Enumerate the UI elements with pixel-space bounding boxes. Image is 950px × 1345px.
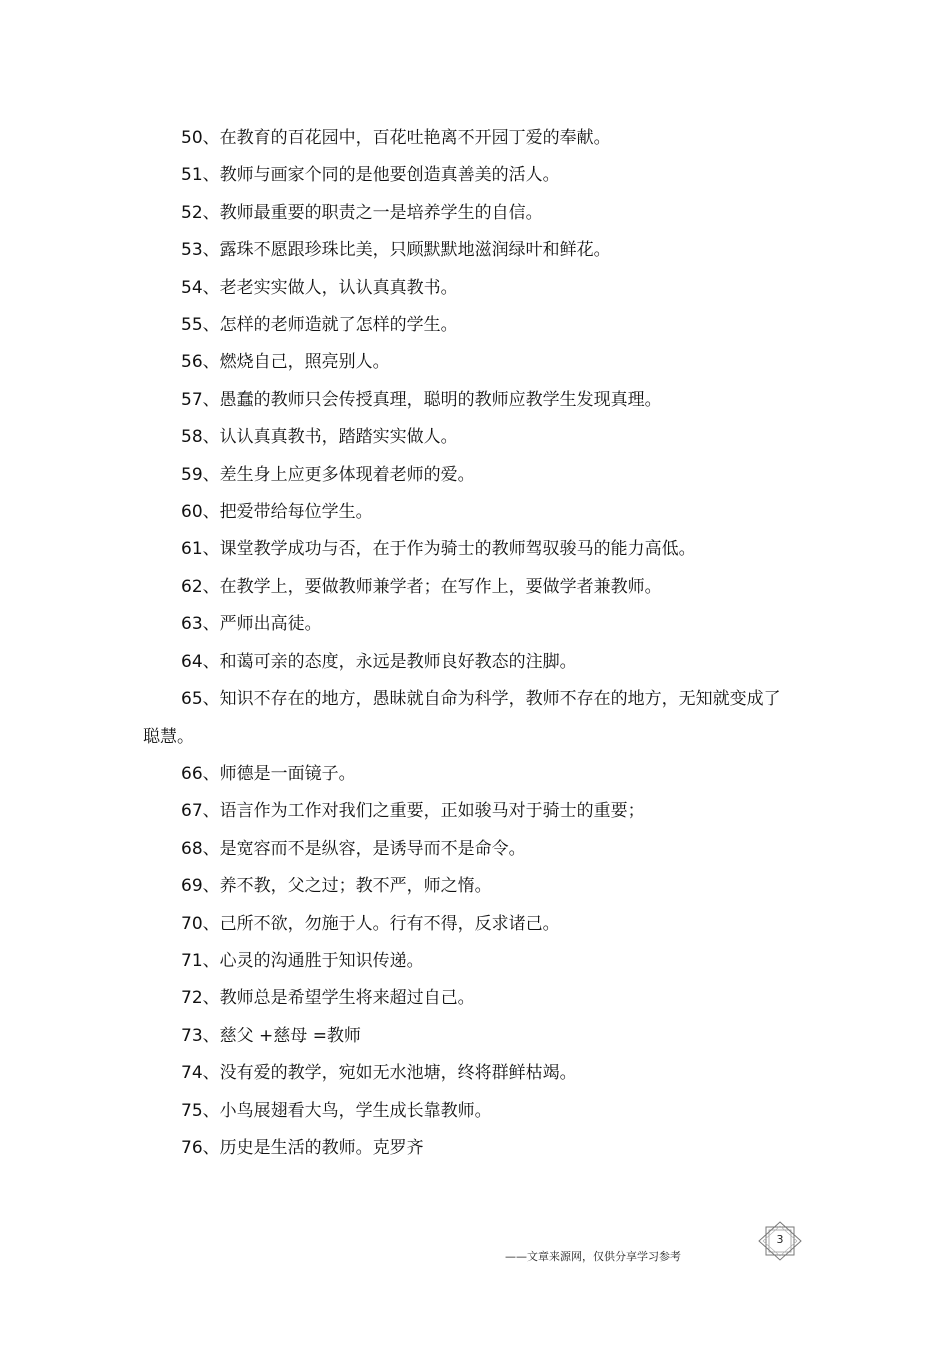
page-number: 3 bbox=[776, 1233, 784, 1246]
quote-number: 65 bbox=[181, 689, 203, 710]
quote-separator: 、 bbox=[202, 315, 220, 336]
quote-separator: 、 bbox=[202, 502, 220, 523]
quote-separator: 、 bbox=[202, 128, 220, 148]
footer-source-note: ——文章来源网，仅供分享学习参考 bbox=[505, 1250, 681, 1263]
quote-separator: 、 bbox=[202, 763, 220, 784]
quote-item bbox=[143, 1018, 783, 1055]
quote-number: 62 bbox=[181, 576, 203, 597]
quote-item bbox=[143, 419, 783, 456]
quote-number: 52 bbox=[181, 202, 203, 223]
quote-separator: 、 bbox=[202, 614, 220, 635]
quote-separator: 、 bbox=[202, 464, 220, 485]
quote-item bbox=[143, 644, 783, 681]
quote-text: 教师与画家个同的是他要创造真善美的活人。 bbox=[219, 165, 560, 186]
quote-text: 慈父 +慈母 =教师 bbox=[219, 1025, 361, 1046]
quote-text: 老老实实做人，认认真真教书。 bbox=[219, 277, 458, 298]
quote-number: 67 bbox=[181, 801, 203, 822]
quote-item bbox=[143, 344, 783, 381]
quote-number: 66 bbox=[181, 763, 203, 784]
quote-text: 露珠不愿跟珍珠比美，只顾默默地滋润绿叶和鲜花。 bbox=[219, 240, 611, 261]
quote-number: 61 bbox=[181, 539, 203, 560]
quote-separator: 、 bbox=[202, 240, 220, 261]
quote-number: 58 bbox=[181, 427, 203, 448]
quote-separator: 、 bbox=[202, 689, 220, 710]
quote-separator: 、 bbox=[202, 838, 220, 859]
quote-separator: 、 bbox=[202, 913, 220, 934]
quote-item bbox=[143, 157, 783, 194]
quote-number: 60 bbox=[181, 502, 203, 523]
quote-text: 师德是一面镜子。 bbox=[219, 763, 356, 784]
quote-text: 心灵的沟通胜于知识传递。 bbox=[219, 950, 424, 971]
quote-separator: 、 bbox=[202, 202, 220, 223]
quote-item bbox=[143, 270, 783, 307]
quote-item bbox=[143, 980, 783, 1017]
quote-number: 64 bbox=[181, 651, 203, 672]
quote-item bbox=[143, 831, 783, 868]
page-number-badge bbox=[757, 1221, 803, 1261]
quote-item bbox=[143, 681, 783, 756]
quote-item bbox=[143, 793, 783, 830]
quote-text: 把爱带给每位学生。 bbox=[219, 502, 373, 523]
quote-item bbox=[143, 307, 783, 344]
quote-item bbox=[143, 232, 783, 269]
quote-text: 课堂教学成功与否，在于作为骑士的教师驾驭骏马的能力高低。 bbox=[219, 539, 696, 560]
quote-text: 语言作为工作对我们之重要，正如骏马对于骑士的重要； bbox=[219, 801, 645, 822]
quote-item bbox=[143, 756, 783, 793]
quote-number: 70 bbox=[181, 913, 203, 934]
quote-number: 74 bbox=[181, 1063, 203, 1084]
quote-number: 69 bbox=[181, 876, 203, 897]
quote-separator: 、 bbox=[202, 1100, 220, 1121]
quote-text: 燃烧自己，照亮别人。 bbox=[219, 352, 390, 373]
quote-text: 是宽容而不是纵容，是诱导而不是命令。 bbox=[219, 838, 526, 859]
quote-item bbox=[143, 868, 783, 905]
quote-number: 68 bbox=[181, 838, 203, 859]
quote-number: 50 bbox=[181, 128, 203, 148]
quote-text: 教师最重要的职责之一是培养学生的自信。 bbox=[219, 202, 543, 223]
quote-text: 在教学上，要做教师兼学者；在写作上，要做学者兼教师。 bbox=[219, 576, 662, 597]
quote-text: 和蔼可亲的态度，永远是教师良好教态的注脚。 bbox=[219, 651, 577, 672]
quote-text: 没有爱的教学，宛如无水池塘，终将群鲜枯竭。 bbox=[219, 1063, 577, 1084]
quote-separator: 、 bbox=[202, 1063, 220, 1084]
quote-text: 愚蠢的教师只会传授真理，聪明的教师应教学生发现真理。 bbox=[219, 389, 662, 410]
quote-number: 75 bbox=[181, 1100, 203, 1121]
quote-text: 教师总是希望学生将来超过自己。 bbox=[219, 988, 475, 1009]
quote-text: 差生身上应更多体现着老师的爱。 bbox=[219, 464, 475, 485]
quote-separator: 、 bbox=[202, 539, 220, 560]
quote-number: 71 bbox=[181, 950, 203, 971]
quote-text: 历史是生活的教师。克罗齐 bbox=[219, 1137, 424, 1158]
quote-separator: 、 bbox=[202, 651, 220, 672]
quote-item bbox=[143, 457, 783, 494]
quote-separator: 、 bbox=[202, 950, 220, 971]
quote-number: 51 bbox=[181, 165, 203, 186]
quote-item bbox=[143, 1055, 783, 1092]
quote-text: 小鸟展翅看大鸟，学生成长靠教师。 bbox=[219, 1100, 492, 1121]
quote-item bbox=[143, 120, 783, 157]
quote-separator: 、 bbox=[202, 389, 220, 410]
quote-separator: 、 bbox=[202, 1137, 220, 1158]
quote-separator: 、 bbox=[202, 576, 220, 597]
quote-number: 73 bbox=[181, 1025, 203, 1046]
quote-text: 养不教，父之过；教不严，师之惰。 bbox=[219, 876, 492, 897]
quote-separator: 、 bbox=[202, 801, 220, 822]
quote-separator: 、 bbox=[202, 277, 220, 298]
quote-text: 己所不欲，勿施于人。行有不得，反求诸己。 bbox=[219, 913, 560, 934]
quote-item bbox=[143, 606, 783, 643]
quote-separator: 、 bbox=[202, 988, 220, 1009]
quote-item bbox=[143, 943, 783, 980]
quote-item bbox=[143, 382, 783, 419]
quote-number: 59 bbox=[181, 464, 203, 485]
quote-item bbox=[143, 569, 783, 606]
quote-text: 严师出高徒。 bbox=[219, 614, 322, 635]
quote-item bbox=[143, 494, 783, 531]
quote-number: 54 bbox=[181, 277, 203, 298]
quote-item bbox=[143, 906, 783, 943]
quote-item bbox=[143, 1093, 783, 1130]
quote-number: 53 bbox=[181, 240, 203, 261]
quote-number: 56 bbox=[181, 352, 203, 373]
quote-number: 55 bbox=[181, 315, 203, 336]
quote-item bbox=[143, 195, 783, 232]
quote-text: 认认真真教书，踏踏实实做人。 bbox=[219, 427, 458, 448]
quote-item bbox=[143, 531, 783, 568]
quote-number: 63 bbox=[181, 614, 203, 635]
quote-list bbox=[143, 120, 783, 1167]
quote-separator: 、 bbox=[202, 352, 220, 373]
quote-separator: 、 bbox=[202, 165, 220, 186]
ornament-frame-icon bbox=[757, 1221, 803, 1261]
quote-number: 76 bbox=[181, 1137, 203, 1158]
quote-text: 知识不存在的地方，愚昧就自命为科学，教师不存在的地方，无知就变成了聪慧。 bbox=[143, 689, 781, 747]
quote-text: 在教育的百花园中，百花吐艳离不开园丁爱的奉献。 bbox=[219, 128, 611, 148]
quote-separator: 、 bbox=[202, 876, 220, 897]
quote-text: 怎样的老师造就了怎样的学生。 bbox=[219, 315, 458, 336]
quote-number: 72 bbox=[181, 988, 203, 1009]
quote-number: 57 bbox=[181, 389, 203, 410]
quote-item bbox=[143, 1130, 783, 1167]
quote-separator: 、 bbox=[202, 427, 220, 448]
quote-separator: 、 bbox=[202, 1025, 220, 1046]
